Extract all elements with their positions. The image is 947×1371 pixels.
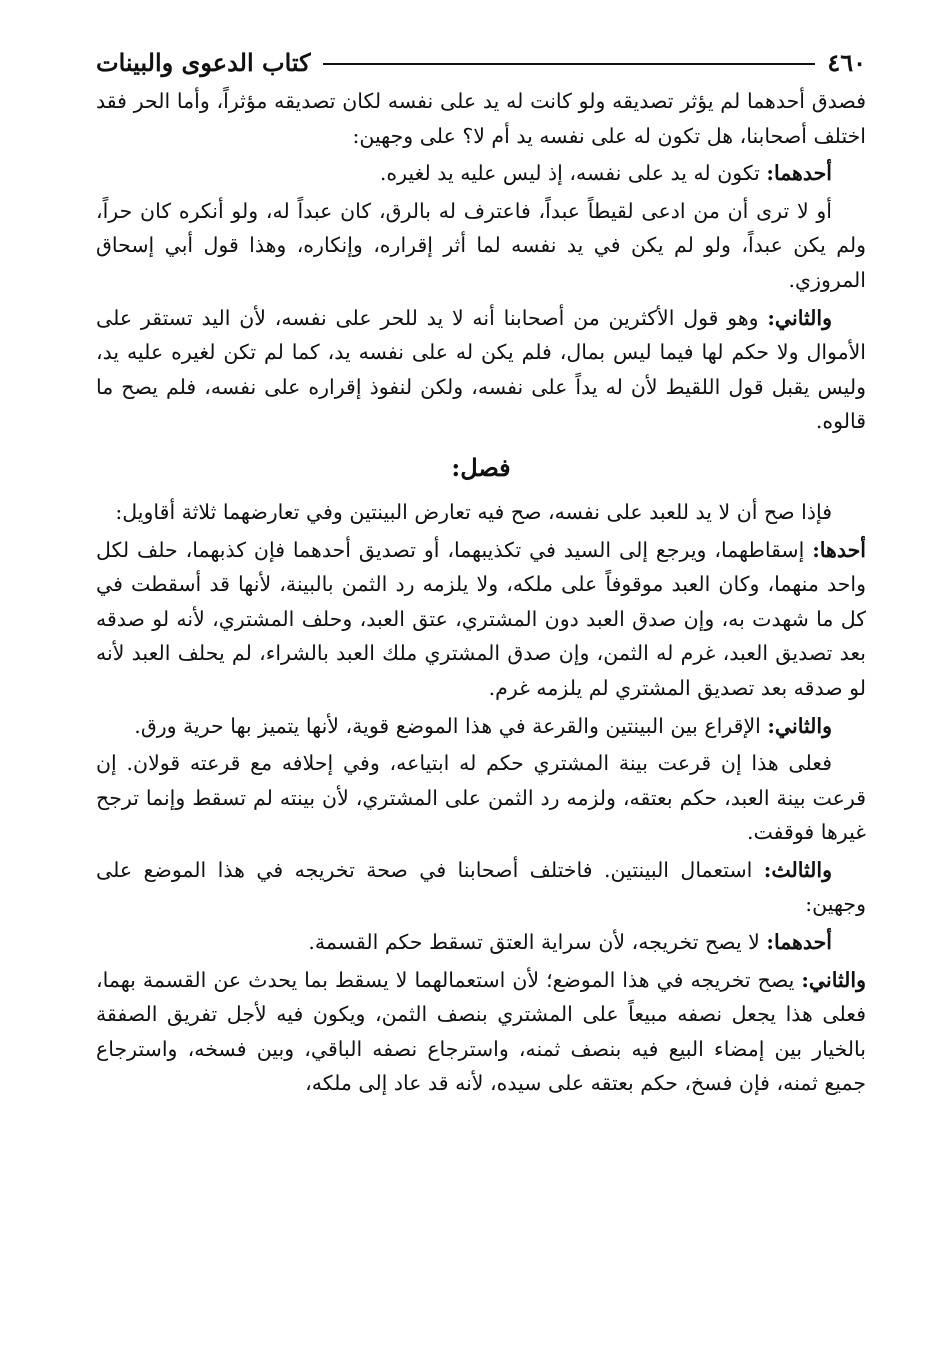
- paragraph-lead: والثالث:: [763, 857, 832, 882]
- document-page: [96, 40, 866, 1104]
- paragraph: [96, 746, 866, 850]
- paragraph: [96, 533, 866, 706]
- paragraph-text: إسقاطهما، ويرجع إلى السيد في تكذيبهما، أو تصديق أحدهما فإن كذبهما، حلف لكل واحد منهما، وكان العبد موقوفاً على ملكه، ولا يلزمه رد الثمن بالبينة، لأنها قد أسقطت في كل ما شهدت به، وإن صدق العبد دون المشتري، عتق العبد، وحلف المشتري، لأنه لو صدقه بعد تصديق العبد، غرم له الثمن، وإن صدق المشتري ملك العبد بالشراء، لم يحلف العبد لأنه لو صدقه بعد تصديق المشتري لم يلزمه غرم.: [96, 537, 866, 700]
- paragraph-text: فعلى هذا إن قرعت بينة المشتري حكم له ابتياعه، وفي إحلافه مع قرعته قولان. إن قرعت بينة العبد، حكم بعتقه، ولزمه رد الثمن على المشتري، لأن بينته لم تسقط وإنما ترجح غيرها فوقفت.: [96, 751, 866, 845]
- body-top: [96, 84, 866, 439]
- paragraph-text: تكون له يد على نفسه، إذ ليس عليه يد لغيره.: [379, 161, 767, 186]
- body-bottom: [96, 495, 866, 1101]
- paragraph: [96, 194, 866, 298]
- paragraph-lead: أحدها:: [812, 537, 866, 562]
- header-rule: [323, 63, 816, 65]
- paragraph-text: وهو قول الأكثرين من أصحابنا أنه لا يد للحر على نفسه، لأن اليد تستقر على الأموال ولا حكم لها فيما ليس بمال، فلم يكن له على نفسه يد، كما لم تكن لغيره عليه يد، وليس يقبل قول اللقيط لأن له يداً على نفسه، ولكن لنفوذ إقراره على نفسه، فلم يصح ما قالوه.: [96, 305, 866, 434]
- section-heading: فصل:: [451, 452, 511, 482]
- page-header: [96, 40, 866, 84]
- paragraph: [96, 495, 866, 530]
- paragraph-lead: أحدهما:: [766, 161, 832, 186]
- paragraph: [96, 963, 866, 1101]
- paragraph-text: الإقراع بين البينتين والقرعة في هذا الموضع قوية، لأنها يتميز بها حرية ورق.: [134, 713, 768, 738]
- paragraph: [96, 709, 866, 744]
- paragraph-text: فصدق أحدهما لم يؤثر تصديقه ولو كانت له يد على نفسه لكان تصديقه مؤثراً، وأما الحر فقد اختلف أصحابنا، هل تكون له على نفسه يد أم لا؟ على وجهين:: [96, 89, 866, 148]
- paragraph: [96, 84, 866, 153]
- paragraph-text: لا يصح تخريجه، لأن سراية العتق تسقط حكم القسمة.: [308, 930, 767, 955]
- paragraph-lead: والثاني:: [767, 305, 832, 330]
- paragraph-text: يصح تخريجه في هذا الموضع؛ لأن استعمالهما لا يسقط بما يحدث عن القسمة بهما، فعلى هذا يجعل نصفه مبيعاً على المشتري بنصف الثمن، ويكون فيه لأجل تفريق الصفقة بالخيار بين إمضاء البيع فيه بنصف ثمنه، واسترجاع نصفه الباقي، وبين فسخه، واسترجاع جميع ثمنه، فإن فسخ، حكم بعتقه على سيده، لأنه قد عاد إلى ملكه،: [96, 967, 866, 1096]
- paragraph: [96, 301, 866, 439]
- paragraph-text: فإذا صح أن لا يد للعبد على نفسه، صح فيه تعارض البينتين وفي تعارضهما ثلاثة أقاويل:: [115, 499, 832, 524]
- paragraph: [96, 156, 866, 191]
- book-title: كتاب الدعوى والبينات: [96, 47, 311, 77]
- paragraph-text: أو لا ترى أن من ادعى لقيطاً عبداً، فاعترف له بالرق، كان عبداً له، ولو أنكره كان حراً، ولم يكن عبداً، ولو لم يكن في يد نفسه لما أثر إقراره، وإنكاره، وهذا قول أبي إسحاق المروزي.: [96, 198, 866, 292]
- paragraph-lead: والثاني:: [801, 967, 866, 992]
- paragraph-lead: والثاني:: [767, 713, 832, 738]
- paragraph: [96, 853, 866, 922]
- page-number: ٤٦٠: [827, 47, 866, 77]
- paragraph-lead: أحدهما:: [766, 930, 832, 955]
- paragraph: [96, 925, 866, 960]
- paragraph-text: استعمال البينتين. فاختلف أصحابنا في صحة تخريجه في هذا الموضع على وجهين:: [96, 857, 866, 917]
